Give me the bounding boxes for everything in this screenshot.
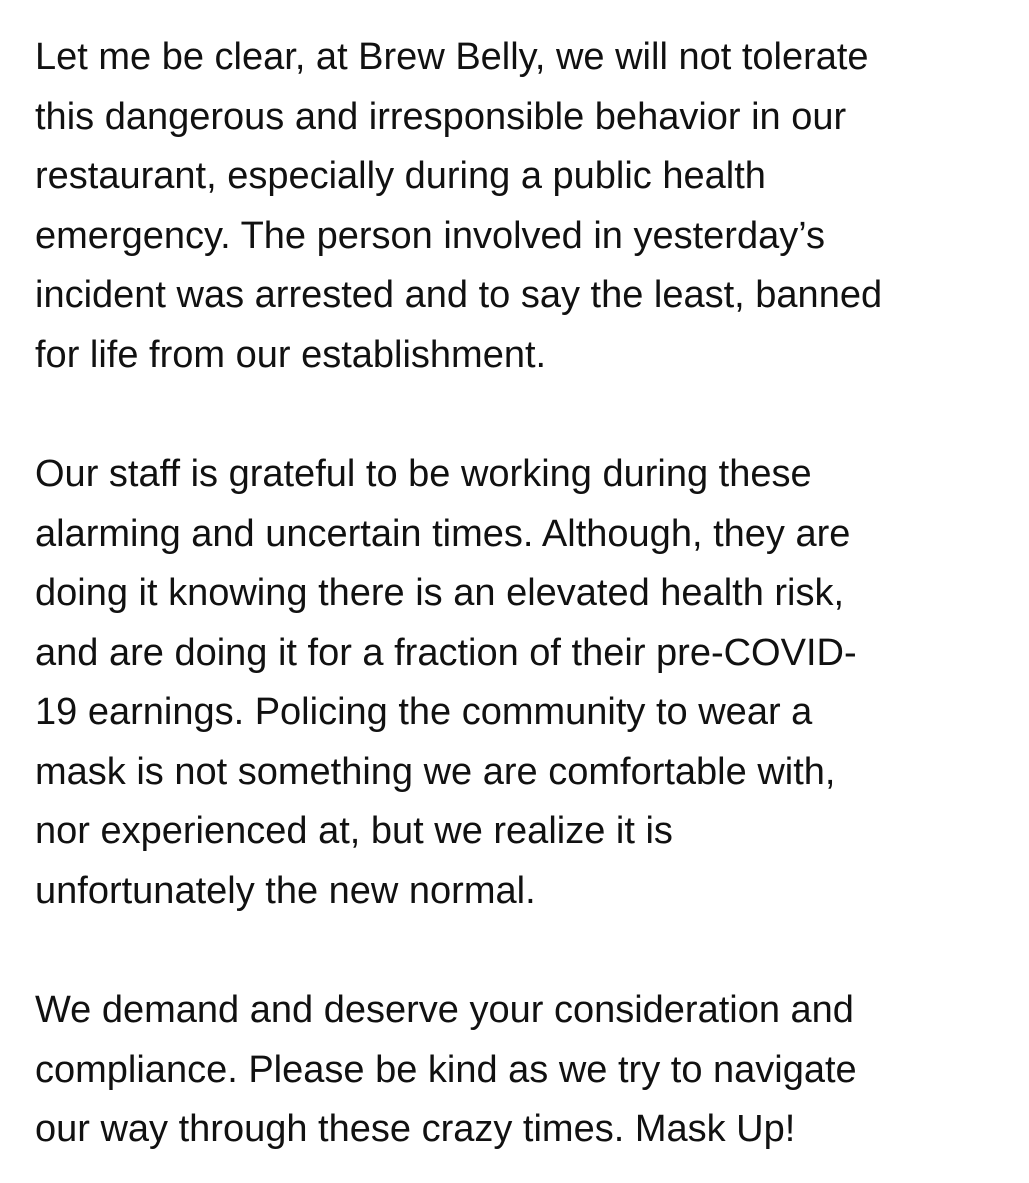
text-line: restaurant, especially during a public health [35, 155, 766, 197]
text-line: Let me be clear, at Brew Belly, we will not tolerate [35, 36, 869, 78]
statement-text [35, 28, 1015, 1160]
text-line: unfortunately the new normal. [35, 869, 536, 912]
paragraph-incident [35, 28, 1015, 385]
text-line: We demand and deserve your consideration and [35, 989, 854, 1031]
text-line: doing it knowing there is an elevated health risk, [35, 572, 845, 614]
paragraph-staff [35, 445, 1015, 921]
paragraph-spacer [35, 385, 1015, 445]
text-line: emergency. The person involved in yesterday’s [35, 214, 825, 257]
text-line: this dangerous and irresponsible behavior in our [35, 95, 847, 138]
text-line: and are doing it for a fraction of their pre-COVID- [35, 631, 857, 674]
text-line: for life from our establishment. [35, 333, 547, 376]
text-line: mask is not something we are comfortable with, [35, 750, 836, 793]
text-line: alarming and uncertain times. Although, they are [35, 512, 851, 555]
text-line: Our staff is grateful to be working during these [35, 453, 812, 495]
paragraph-request [35, 981, 1015, 1160]
text-line: nor experienced at, but we realize it is [35, 810, 673, 852]
text-line: 19 earnings. Policing the community to wear a [35, 691, 813, 733]
text-line: compliance. Please be kind as we try to navigate [35, 1048, 857, 1091]
paragraph-spacer [35, 921, 1015, 981]
text-line: our way through these crazy times. Mask Up! [35, 1108, 796, 1150]
text-line: incident was arrested and to say the least, banned [35, 274, 883, 316]
